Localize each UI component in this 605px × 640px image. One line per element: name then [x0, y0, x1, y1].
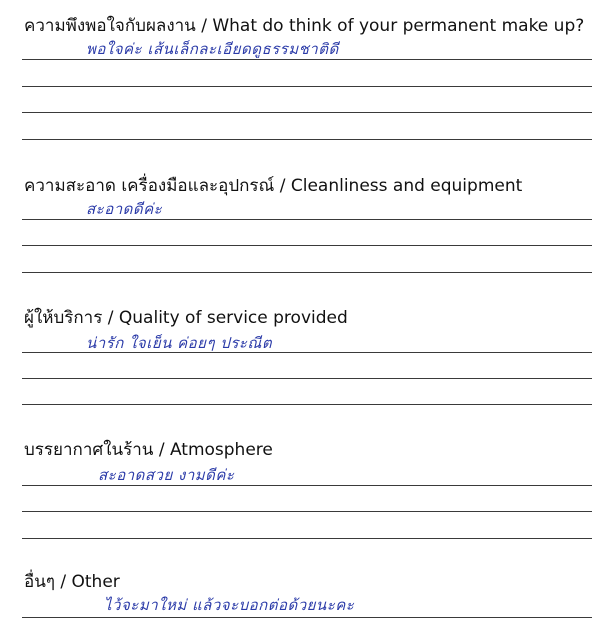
answer-cleanliness: สะอาดดีค่ะ: [86, 200, 163, 218]
answer-line-4: [22, 139, 592, 140]
question-service: ผู้ให้บริการ / Quality of service provided: [24, 308, 348, 328]
answer-line-2: [22, 378, 592, 379]
answer-line-1: [22, 352, 592, 353]
answer-line-2: [22, 245, 592, 246]
answer-line-2: [22, 86, 592, 87]
answer-line-3: [22, 404, 592, 405]
answer-line-1: [22, 617, 592, 618]
answer-line-1: [22, 219, 592, 220]
answer-line-3: [22, 272, 592, 273]
question-cleanliness: ความสะอาด เครื่องมือและอุปกรณ์ / Cleanliness and equipment: [24, 176, 523, 196]
question-atmosphere: บรรยากาศในร้าน / Atmosphere: [24, 440, 273, 460]
answer-atmosphere: สะอาดสวย งามดีค่ะ: [98, 466, 235, 484]
question-other: อื่นๆ / Other: [24, 572, 120, 592]
section-atmosphere: [22, 430, 592, 540]
section-cleanliness: [22, 170, 592, 280]
answer-other: ไว้จะมาใหม่ แล้วจะบอกต่อด้วยนะคะ: [104, 596, 355, 614]
answer-service: น่ารัก ใจเย็น ค่อยๆ ประณีต: [86, 334, 273, 352]
question-satisfaction: ความพึงพอใจกับผลงาน / What do think of your permanent make up?: [24, 16, 585, 36]
answer-line-3: [22, 538, 592, 539]
answer-satisfaction: พอใจค่ะ เส้นเล็กละเอียดดูธรรมชาติดี: [86, 40, 339, 58]
answer-line-3: [22, 112, 592, 113]
section-satisfaction: [22, 0, 592, 150]
answer-line-1: [22, 485, 592, 486]
section-service: [22, 300, 592, 410]
section-other: [22, 562, 592, 632]
answer-line-1: [22, 59, 592, 60]
answer-line-2: [22, 511, 592, 512]
